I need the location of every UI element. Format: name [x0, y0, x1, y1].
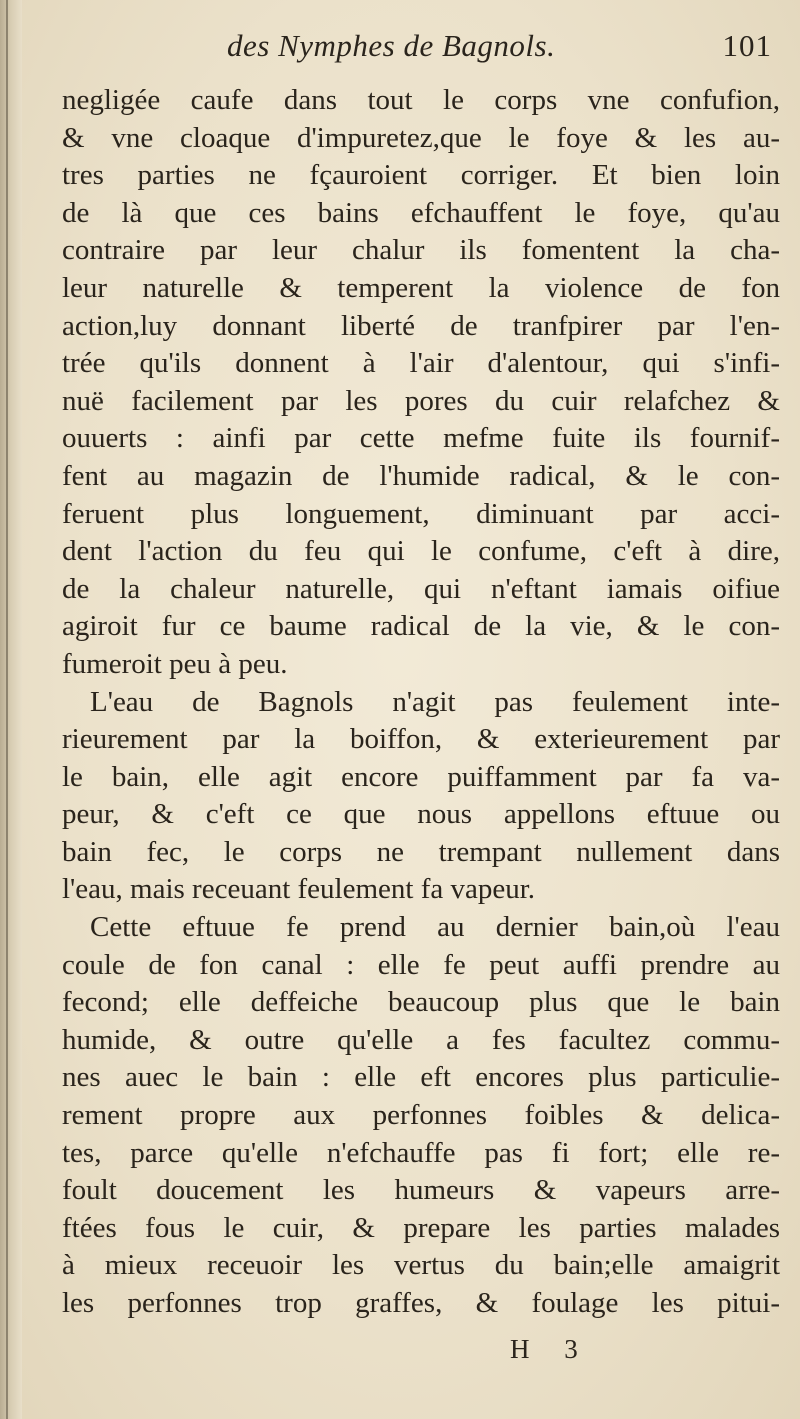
text-line: dent l'action du feu qui le confume, c'eft à dire,	[62, 535, 780, 568]
text-line: ouuerts : ainfi par cette mefme fuite ils fournif-	[62, 422, 780, 455]
text-line: de la chaleur naturelle, qui n'eftant iamais oifiue	[62, 572, 780, 605]
text-line: ftées fous le cuir, & prepare les parties malades	[62, 1211, 780, 1244]
running-title: des Nymphes de Bagnols.	[227, 28, 556, 63]
text-line: bain fec, le corps ne trempant nullement dans	[62, 835, 780, 868]
text-line: humide, & outre qu'elle a fes facultez commu-	[62, 1023, 780, 1056]
signature-mark: H 3	[510, 1334, 592, 1364]
body-text	[62, 82, 780, 1323]
text-line: peur, & c'eft ce que nous appellons eftuue ou	[62, 798, 780, 831]
text-line: le bain, elle agit encore puiffamment par fa va-	[62, 760, 780, 793]
gutter-edge-line	[6, 0, 8, 1419]
page-header	[62, 28, 772, 76]
text-line: L'eau de Bagnols n'agit pas feulement inte-	[90, 685, 780, 718]
text-line: tres parties ne fçauroient corriger. Et bien loin	[62, 159, 780, 192]
text-line: fecond; elle deffeiche beaucoup plus que le bain	[62, 986, 780, 1019]
text-line: nuë facilement par les pores du cuir relafchez &	[62, 384, 780, 417]
text-line: nes auec le bain : elle eft encores plus particulie-	[62, 1061, 780, 1094]
text-line: foult doucement les humeurs & vapeurs arre-	[62, 1174, 780, 1207]
text-line: action,luy donnant liberté de tranfpirer par l'en-	[62, 309, 780, 342]
text-line: fumeroit peu à peu.	[62, 647, 288, 680]
text-line: l'eau, mais receuant feulement fa vapeur.	[62, 873, 536, 906]
text-line: de là que ces bains efchauffent le foye, qu'au	[62, 196, 780, 229]
page-gutter	[0, 0, 22, 1419]
text-line: agiroit fur ce baume radical de la vie, & le con-	[62, 610, 780, 643]
text-line: trée qu'ils donnent à l'air d'alentour, qui s'infi-	[62, 347, 780, 380]
page-number: 101	[722, 28, 772, 63]
text-line: fent au magazin de l'humide radical, & le con-	[62, 459, 780, 492]
text-line: Cette eftuue fe prend au dernier bain,où l'eau	[90, 911, 780, 944]
text-line: rieurement par la boiffon, & exterieurement par	[62, 723, 780, 756]
text-line: & vne cloaque d'impuretez,que le foye & les au-	[62, 121, 780, 154]
text-line: coule de fon canal : elle fe peut auffi prendre au	[62, 948, 780, 981]
text-line: tes, parce qu'elle n'efchauffe pas fi fort; elle re-	[62, 1136, 780, 1169]
text-line: contraire par leur chalur ils fomentent la cha-	[62, 234, 780, 267]
text-line: negligée caufe dans tout le corps vne confufion,	[62, 84, 780, 116]
text-line: à mieux receuoir les vertus du bain;elle amaigrit	[62, 1249, 780, 1282]
text-line: les perfonnes trop graffes, & foulage les pitui-	[62, 1287, 780, 1319]
text-line: leur naturelle & temperent la violence de fon	[62, 271, 780, 304]
text-line: feruent plus longuement, diminuant par acci-	[62, 497, 780, 530]
text-line: rement propre aux perfonnes foibles & delica-	[62, 1099, 780, 1132]
